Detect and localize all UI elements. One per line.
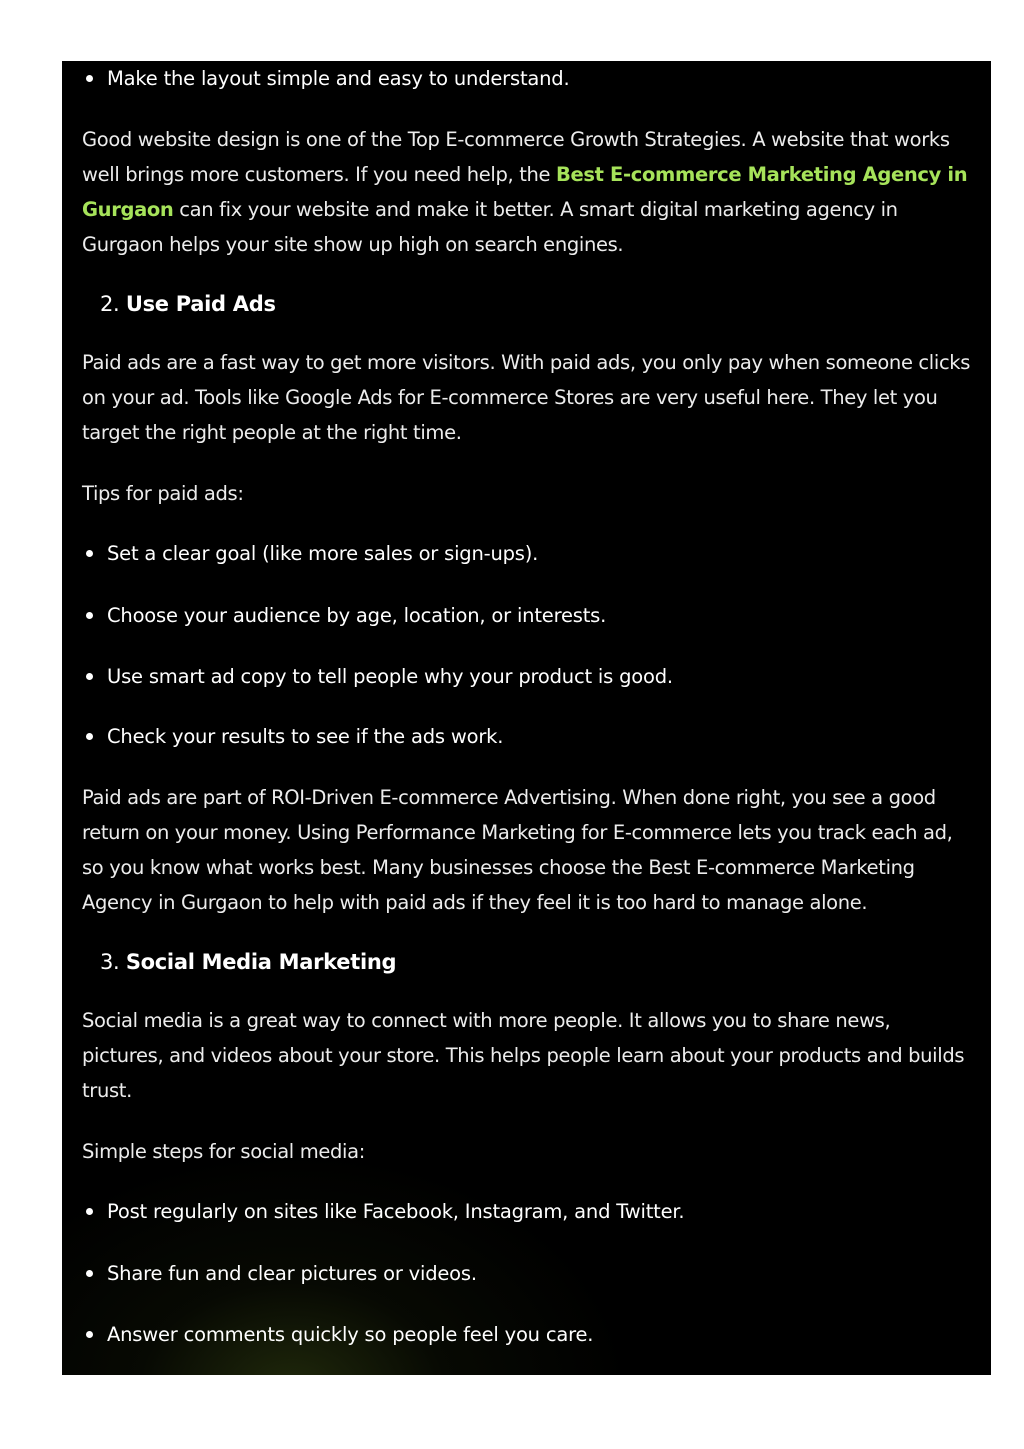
- section-heading-paid-ads: [82, 287, 973, 322]
- paragraph-text: can fix your website and make it better. A smart digital marketing agency in Gurgaon helps your site show up high on search engines.: [82, 198, 898, 256]
- paragraph-social-media: Social media is a great way to connect with more people. It allows you to share news, pictures, and videos about your store. This helps people learn about your products and builds trust.: [82, 1009, 965, 1102]
- paragraph-paid-ads: Paid ads are a fast way to get more visitors. With paid ads, you only pay when someone clicks on your ad. Tools like Google Ads for E-commerce Stores are very useful here. They let you target the right people at the right time.: [82, 351, 971, 444]
- list-item: Make the layout simple and easy to understand.: [82, 61, 973, 96]
- paragraph-web-design: [82, 122, 973, 262]
- agency-link[interactable]: Best E-commerce Marketing Agency in Gurgaon: [82, 163, 968, 221]
- list-item: Use smart ad copy to tell people why your product is good.: [82, 659, 973, 694]
- section-heading-social-media: [82, 945, 973, 980]
- list-item: Check your results to see if the ads work.: [82, 719, 973, 754]
- heading-title: Social Media Marketing: [125, 950, 397, 974]
- heading-number: 2.: [100, 292, 120, 316]
- paragraph-tips-intro: Tips for paid ads:: [82, 482, 244, 505]
- list-item: Answer comments quickly so people feel you care.: [82, 1317, 973, 1352]
- list-item: Choose your audience by age, location, or interests.: [82, 598, 973, 633]
- heading-title: Use Paid Ads: [125, 292, 276, 316]
- list-item: Share fun and clear pictures or videos.: [82, 1256, 973, 1291]
- paragraph-roi: Paid ads are part of ROI-Driven E-commerce Advertising. When done right, you see a good return on your money. Using Performance Marketing for E-commerce lets you track each ad, so you know what works best. Many businesses choose the Best E-commerce Marketing Agency in Gurgaon to help with paid ads if they feel it is too hard to manage alone.: [82, 786, 953, 914]
- paragraph-text: Good website design is one of the Top E-commerce Growth Strategies. A website that works well brings more customers. If you need help, the: [82, 128, 950, 186]
- article-panel: [62, 61, 991, 1375]
- list-item: Post regularly on sites like Facebook, Instagram, and Twitter.: [82, 1194, 973, 1229]
- heading-number: 3.: [100, 950, 120, 974]
- list-item: Set a clear goal (like more sales or sign-ups).: [82, 536, 973, 571]
- paragraph-social-steps-intro: Simple steps for social media:: [82, 1140, 365, 1163]
